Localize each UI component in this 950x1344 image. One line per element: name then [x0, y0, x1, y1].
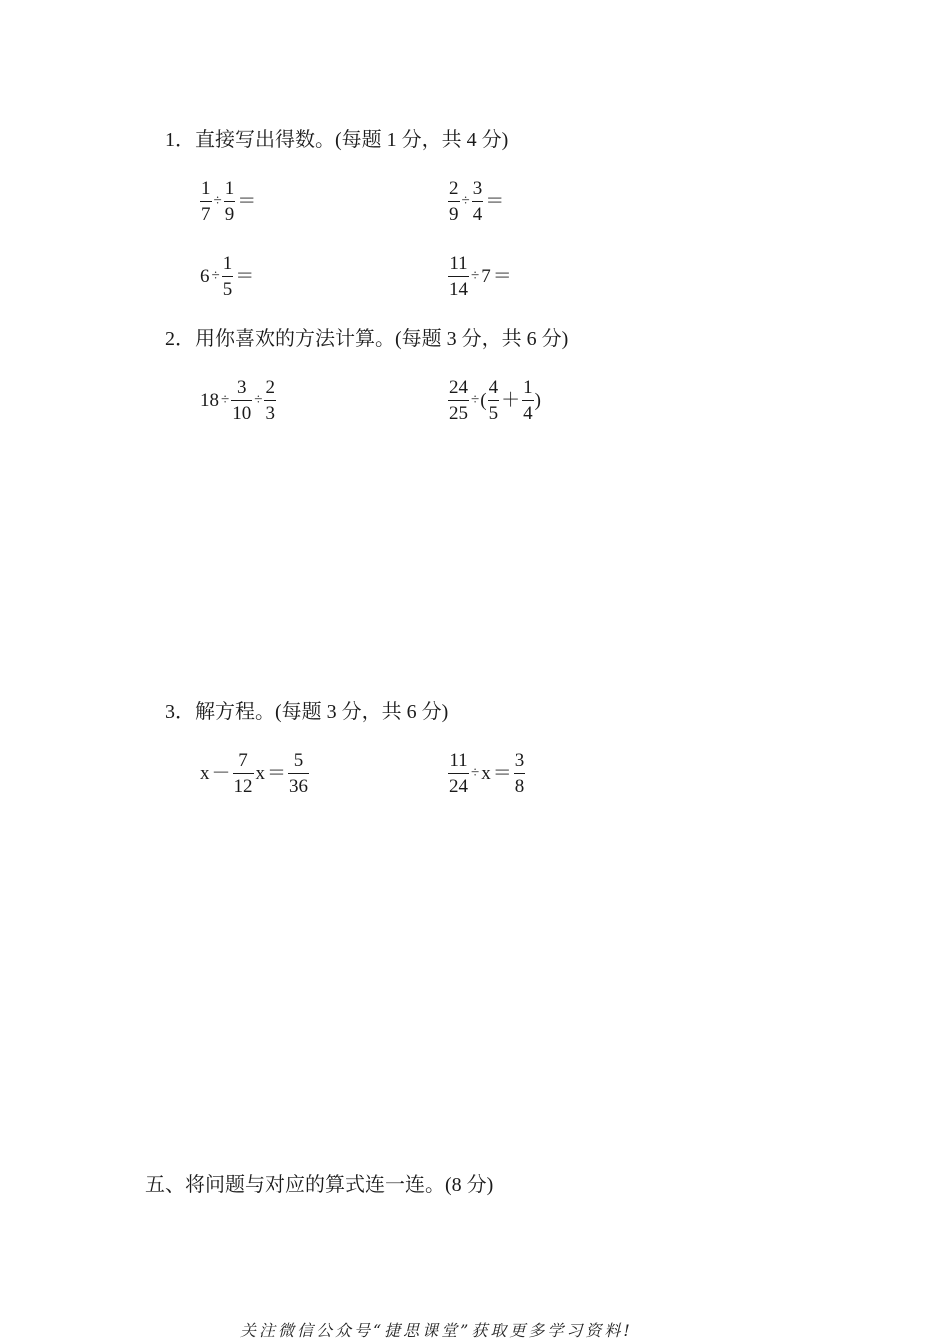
- numerator: 1: [224, 178, 235, 199]
- q3-expr-2: [447, 750, 526, 797]
- numerator: 11: [449, 253, 468, 274]
- numerator: 1: [222, 253, 233, 274]
- denominator: 14: [449, 279, 468, 300]
- q1-expr-4: [447, 253, 513, 300]
- fraction-bar: [233, 773, 254, 774]
- numerator: 2: [449, 178, 459, 199]
- fraction-bar: [448, 201, 460, 202]
- denominator: 9: [224, 204, 235, 225]
- numerator: 11: [449, 750, 468, 771]
- fraction-bar: [522, 400, 534, 401]
- fraction-bar: [514, 773, 526, 774]
- numerator: 1: [201, 178, 211, 199]
- variable-x: x: [255, 763, 266, 784]
- open-paren: (: [480, 390, 487, 411]
- numerator: 2: [265, 377, 275, 398]
- fraction-bar: [472, 201, 484, 202]
- fraction: [448, 253, 469, 300]
- divide-sign: ÷: [471, 765, 480, 781]
- fraction: [231, 377, 252, 424]
- divide-sign: ÷: [221, 392, 230, 408]
- fraction-bar: [288, 773, 309, 774]
- divide-sign: ÷: [211, 268, 220, 284]
- q3-heading: 3．解方程。(每题 3 分，共 6 分): [165, 701, 449, 723]
- denominator: 3: [265, 403, 275, 424]
- fraction: [448, 750, 469, 797]
- equals-sign: ＝: [267, 763, 287, 784]
- denominator: 24: [449, 776, 468, 797]
- footer-note: 关注微信公众号“捷思课堂”获取更多学习资料!: [240, 1321, 633, 1340]
- section5-heading: 五、将问题与对应的算式连一连。(8 分): [145, 1174, 494, 1196]
- denominator: 25: [449, 403, 468, 424]
- denominator: 9: [449, 204, 459, 225]
- denominator: 10: [232, 403, 252, 424]
- variable-x: x: [481, 763, 491, 784]
- numerator: 3: [236, 377, 247, 398]
- plus-sign: ＋: [501, 390, 521, 411]
- denominator: 7: [201, 204, 211, 225]
- fraction-bar: [448, 400, 469, 401]
- numerator: 24: [449, 377, 468, 398]
- fraction-bar: [448, 773, 469, 774]
- divide-sign: ÷: [213, 193, 222, 209]
- numerator: 5: [293, 750, 304, 771]
- fraction-bar: [200, 201, 212, 202]
- fraction: [448, 178, 460, 225]
- integer-term: 6: [200, 266, 210, 287]
- fraction: [522, 377, 534, 424]
- equals-sign: ＝: [237, 191, 257, 212]
- fraction: [233, 750, 254, 797]
- q1-expr-3: [199, 253, 255, 300]
- equals-sign: ＝: [492, 763, 512, 784]
- fraction: [472, 178, 484, 225]
- close-paren: ): [534, 390, 541, 411]
- fraction-bar: [264, 400, 276, 401]
- numerator: 3: [514, 750, 525, 771]
- q1-expr-1: [199, 178, 257, 225]
- fraction: [288, 750, 309, 797]
- integer-term: 18: [200, 390, 219, 411]
- numerator: 3: [472, 178, 483, 199]
- fraction-bar: [488, 400, 500, 401]
- divide-sign: ÷: [471, 392, 480, 408]
- denominator: 5: [488, 403, 499, 424]
- fraction: [448, 377, 469, 424]
- divide-sign: ÷: [471, 268, 480, 284]
- fraction: [514, 750, 526, 797]
- q2-heading: 2．用你喜欢的方法计算。(每题 3 分，共 6 分): [165, 328, 569, 350]
- q1-heading: 1．直接写出得数。(每题 1 分，共 4 分): [165, 129, 509, 151]
- q2-expr-1: [199, 377, 277, 424]
- q1-expr-2: [447, 178, 505, 225]
- equals-sign: ＝: [492, 266, 512, 287]
- denominator: 5: [222, 279, 233, 300]
- fraction-bar: [224, 201, 236, 202]
- fraction: [222, 253, 234, 300]
- fraction: [488, 377, 500, 424]
- variable-x: x: [200, 763, 210, 784]
- divide-sign: ÷: [461, 193, 470, 209]
- integer-term: 7: [481, 266, 491, 287]
- fraction-bar: [448, 276, 469, 277]
- q3-expr-1: [199, 750, 310, 797]
- denominator: 4: [472, 204, 483, 225]
- fraction: [264, 377, 276, 424]
- numerator: 1: [523, 377, 533, 398]
- denominator: 12: [233, 776, 253, 797]
- denominator: 8: [514, 776, 525, 797]
- fraction: [224, 178, 236, 225]
- equals-sign: ＝: [485, 191, 505, 212]
- q2-expr-2: [447, 377, 541, 424]
- denominator: 36: [289, 776, 309, 797]
- fraction-bar: [222, 276, 234, 277]
- fraction-bar: [231, 400, 252, 401]
- numerator: 4: [488, 377, 499, 398]
- divide-sign: ÷: [254, 392, 263, 408]
- minus-sign: －: [211, 763, 231, 784]
- equals-sign: ＝: [235, 266, 255, 287]
- fraction: [200, 178, 212, 225]
- numerator: 7: [238, 750, 248, 771]
- denominator: 4: [523, 403, 533, 424]
